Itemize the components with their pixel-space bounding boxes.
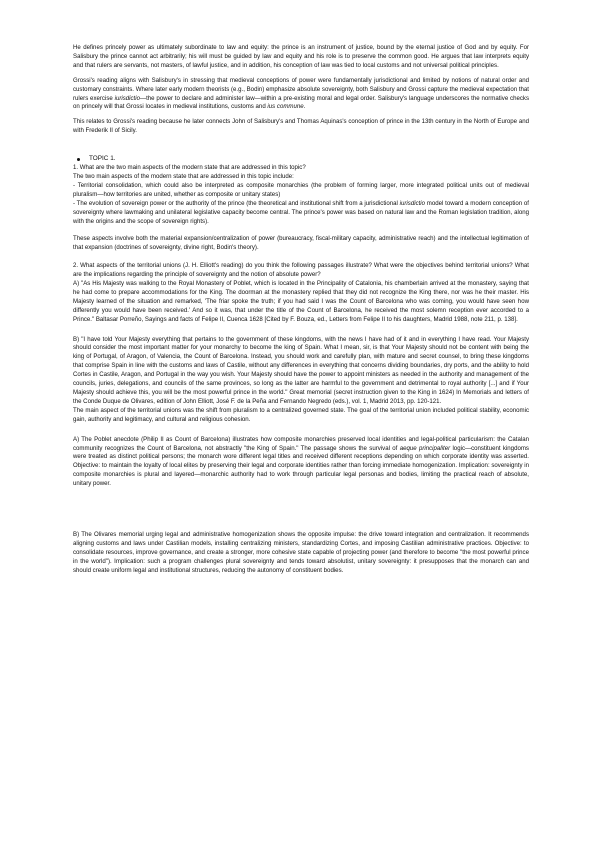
question-1: 1. What are the two main aspects of the modern state that are addressed in this topic? (73, 164, 306, 172)
intro-paragraph-3: This relates to Grossi's reading because he later connects John of Salisbury's and Thomas Aquinas's conception of prince in the 13th century in the North of Europe and with Frederik II of Sicily. (73, 118, 529, 135)
intro-paragraph-2 (73, 77, 529, 113)
topic-label: TOPIC 1. (89, 155, 116, 163)
bullet-icon (77, 158, 80, 161)
italic-term: iurisdictio (114, 94, 140, 102)
document-page (73, 44, 529, 576)
text-run: model toward a modern conception of sovereignty where lawmaking and unilateral legislative capacity become central. The prince's power was based on natural law and the Roman legislation tradition, along with the origins and the scope of sovereign rights). (73, 199, 529, 225)
intro-paragraph-1: He defines princely power as ultimately subordinate to law and equity: the prince is an instrument of justice, bound by the eternal justice of God and by equity. For Salisbury the prince cannot act arbitrarily; his will must be guided by law and equity and his role is to preserve the common good. He argues that law interprets equity and that rulers are servants, not masters, of lawful justice, and in addition, his conception of law was tied to local customs and not universal political principles. (73, 44, 529, 69)
passage-a: A) "As His Majesty was walking to the Royal Monastery of Poblet, which is located in the Principality of Catalonia, his chamberlain arrived at the monastery, saying that he had come to prepare accommodations for the King. The doorman at the monastery replied that they did not recognize the King there, nor was he their master. His Majesty learned of the situation and remarked, 'The friar spoke the truth; if you had said I was the Count of Barcelona who was coming, you would have seen how differently you would have been received.' And so it was, that under the title of the Count of Barcelona, he received the most solemn reception ever accorded to a Prince." Baltasar Porreño, Sayings and facts of Felipe II, Cuenca 1628 [Cited by F. Bouza, ed., Letters from Felipe II to his daughters, Madrid 1988, note 211, p. 138]. (73, 280, 529, 323)
question-1-item-2 (73, 200, 529, 227)
answer-b: B) The Olivares memorial urging legal and administrative homogenization shows the opposite impulse: the drive toward integration and centralization. It recommends aligning customs and laws under Castilian models, installing centralizing ministers, standardizing Cortes, and imposing Castilian administrative practices. Objective: to consolidate resources, improve governance, and create a stronger, more cohesive state capable of projecting power (and therefore to become "the most powerful prince in the world"). Implication: such a program challenges plural sovereignty and tends toward absolutist, unitary sovereignty: it presupposes that the monarch can and should create uniform legal and institutional structures, reducing the autonomy of constituent bodies. (73, 531, 529, 574)
italic-term: ius commune (267, 103, 304, 111)
answer-a (73, 436, 529, 489)
passage-b: B) "I have told Your Majesty everything that pertains to the government of these kingdoms, with the news I have had of it and in everything I have read. Your Majesty should consider the most important matter for your monarchy to become the king of Spain. What I mean, sir, is that Your Majesty should not be content with being the king of Portugal, of Aragon, of Valencia, the Count of Barcelona. Instead, you should work and carefully plan, with mature and secret counsel, to bring these kingdoms that comprise Spain in line with the customs and laws of Castile, without any differences in everything that concerns dividing boundaries, dry ports, and the ability to hold Cortes in Castile, Aragon, and Portugal in the way you wish. Your Majesty should have the power to appoint ministers as needed in the authority and management of the councils, juries, delegations, and councils of the same provinces, so long as the latter are harmful to the government and detrimental to royal authority [...] and if Your Majesty should achieve this, you will be the most powerful prince in the world." Great memorial (secret instruction given to the King in 1624) In Memorials and letters of the Conde Duque de Olivares, edition of John Elliott, José F. de la Peña and Fernando Negredo (eds.), vol. 1, Madrid 2013, pp. 120-121. (73, 335, 529, 405)
text-run: logic—constituent kingdoms were treated as distinct political persons; the monarch wore different legal titles and received different receptions depending on which corporate identity was asserted. Objective: to maintain the loyalty of local elites by preserving their legal and corporate identities rather than forcing immediate homogenization. Implication: sovereignty in composite monarchies is plural and layered—monarchic authority had to work through particular legal personas and bodies, limiting the practical reach of absolute, unitary power. (73, 444, 529, 488)
text-run: . (303, 103, 306, 111)
text-run: - The evolution of sovereign power or the authority of the prince (the theoretical and institutional shift from a jurisdictional (73, 199, 400, 207)
italic-term: aeque principaliter (399, 444, 451, 452)
question-1-closing: These aspects involve both the material expansion/centralization of power (bureaucracy, fiscal-military capacity, administrative reach) and the intellectual legitimation of that expansion (doctrines of sovereignty, divine right, Bodin's theory). (73, 235, 529, 252)
text-run: Grossi's reading aligns with Salisbury's in stressing that medieval conceptions of power were fundamentally jurisdictional and limited by notions of natural order and customary constraints. Where later early modern theorists (e.g., Bodin) emphasize absolute sovereignty, both Salisbury and Grossi capture the medieval expectation that rulers exercise (73, 76, 529, 102)
topic-heading (73, 155, 529, 164)
question-1-item-1: - Territorial consolidation, which could also be interpreted as composite monarchies (the problem of forming larger, more integrated political units out of medieval pluralism—how territories are united, whether as composite or unitary states) (73, 181, 529, 198)
main-aspect-answer: The main aspect of the territorial unions was the shift from pluralism to a centralized governed state. The goal of the territorial union included political stability, economic gain, authority and legitimacy, and cultural and religious cohesion. (73, 406, 529, 423)
question-1-intro: The two main aspects of the modern state that are addressed in this topic include: (73, 172, 294, 180)
text-run: —the power to declare and administer law—within a pre-existing moral and legal order. Salisbury's language underscores the normative checks on princely will that Grossi locates in medieval institutions, customs and (73, 94, 529, 111)
question-2: 2. What aspects of the territorial unions (J. H. Elliott's reading) do you think the following passages illustrate? What were the objectives behind territorial unions? What are the implications regarding the principle of sovereignty and the notion of absolute power? (73, 262, 529, 279)
text-run: A) The Poblet anecdote (Philip II as Count of Barcelona) illustrates how composite monarchies preserved local identities and legal-political particularism: the Catalan community recognizes the Count of Barcelona, not abstractly "the King of Spain." The passage shows the survival of (73, 435, 529, 452)
italic-term: iurisdictio (399, 199, 426, 207)
